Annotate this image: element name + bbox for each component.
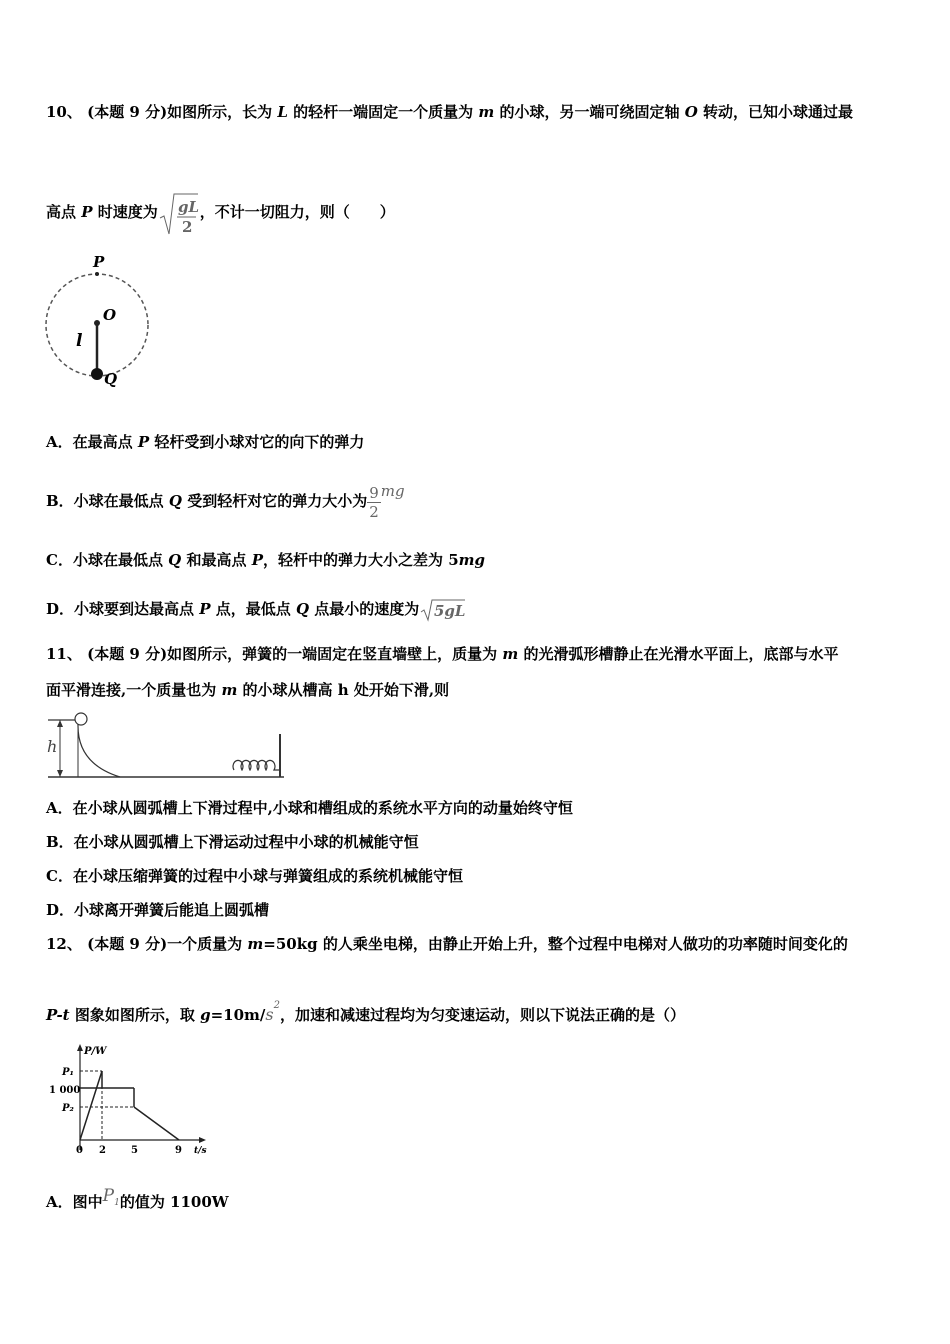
- q12-power-time-chart: [44, 1040, 224, 1164]
- q11-option-b: B．在小球从圆弧槽上下滑运动过程中小球的机械能守恒: [46, 833, 419, 851]
- q11-option-a: A．在小球从圆弧槽上下滑过程中,小球和槽组成的系统水平方向的动量始终守恒: [46, 799, 573, 817]
- sqrt-5gL: [419, 596, 467, 624]
- q11-stem-line1: 11、 (本题 9 分)如图所示，弹簧的一端固定在竖直墙壁上，质量为 m 的光滑弧形槽静止在光滑水平面上，底部与水平: [46, 645, 839, 663]
- svg-text:gL: gL: [177, 198, 199, 216]
- chart-p2-label: P₂: [62, 1103, 74, 1114]
- q12-option-a: A．图中P1的值为 1100W: [46, 1186, 229, 1211]
- q12-stem-line2: P-t 图象如图所示，取 $g=10m/s^2$，加速和减速过程均为匀变速运动，则以下说法正确的是（）: [46, 1000, 685, 1024]
- tick-0: 0: [76, 1145, 83, 1156]
- chart-p1-label: P₁: [62, 1067, 74, 1078]
- label-p: P: [93, 253, 105, 271]
- chart-xlabel: t/s: [194, 1146, 207, 1156]
- q11-stem-line2: 面平滑连接,一个质量也为 m 的小球从槽高 h 处开始下滑,则: [46, 681, 450, 699]
- q10-option-c: C．小球在最低点 Q 和最高点 P，轻杆中的弹力大小之差为 5mg: [46, 551, 486, 569]
- chart-1000-label: 1 000: [49, 1085, 81, 1096]
- q12-stem-line1: 12、 (本题 9 分)一个质量为 m=50kg 的人乘坐电梯，由静止开始上升，整个过程中电梯对人做功的功率随时间变化的: [46, 935, 848, 953]
- q10-option-d: D．小球要到达最高点 P 点，最低点 Q 点最小的速度为 5gL: [46, 596, 467, 624]
- q10-option-a: A．在最高点 P 轻杆受到小球对它的向下的弹力: [46, 433, 365, 451]
- label-l: l: [76, 331, 83, 351]
- tick-2: 2: [99, 1145, 106, 1156]
- sqrt-gL-over-2: [158, 188, 200, 238]
- label-o: O: [103, 306, 117, 324]
- q10-stem-line1: 10、 (本题 9 分)如图所示，长为 L 的轻杆一端固定一个质量为 m 的小球，另一端可绕固定轴 O 转动，已知小球通过最: [46, 103, 854, 121]
- tick-9: 9: [175, 1145, 182, 1156]
- svg-text:5gL: 5gL: [434, 602, 466, 620]
- q10-stem-line2: 高点 P 时速度为 gL 2 ，不计一切阻力，则（ ）: [46, 188, 395, 238]
- label-h: h: [47, 737, 58, 756]
- chart-ylabel: P/W: [84, 1046, 107, 1057]
- label-q: Q: [104, 370, 118, 388]
- q10-circle-figure: [40, 248, 160, 397]
- q11-option-c: C．在小球压缩弹簧的过程中小球与弹簧组成的系统机械能守恒: [46, 867, 463, 885]
- svg-text:2: 2: [181, 218, 193, 236]
- fraction-9-over-2: $\frac{9}{2}$: [369, 483, 379, 521]
- q11-slope-spring-figure: [44, 712, 289, 786]
- q10-option-b: B．小球在最低点 Q 受到轻杆对它的弹力大小为 $\frac{9}{2}$ mg: [46, 482, 405, 521]
- tick-5: 5: [131, 1145, 138, 1156]
- q11-option-d: D．小球离开弹簧后能追上圆弧槽: [46, 901, 270, 919]
